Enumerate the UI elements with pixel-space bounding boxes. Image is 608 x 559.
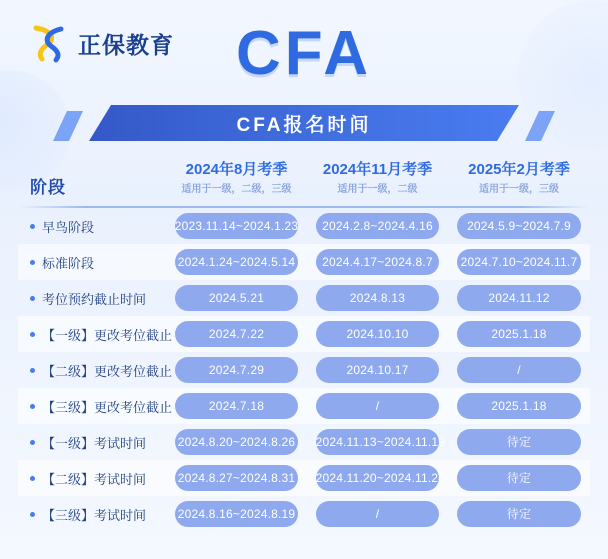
table-header-row bbox=[18, 160, 590, 206]
date-pill: 2024.5.21 bbox=[175, 285, 299, 311]
date-pill: 2023.11.14~2024.1.23 bbox=[175, 213, 299, 239]
date-pill: 2024.8.20~2024.8.26 bbox=[175, 429, 299, 455]
stage-text: 【三级】考试时间 bbox=[42, 507, 147, 523]
row-cell bbox=[448, 424, 590, 460]
column-header-season-1 bbox=[166, 160, 307, 206]
table-row bbox=[18, 316, 590, 352]
bullet-icon bbox=[30, 332, 35, 337]
stage-text: 【二级】更改考位截止 bbox=[42, 363, 173, 379]
date-pill: 2024.7.10~2024.11.7 bbox=[457, 249, 582, 275]
date-pill: 2024.1.24~2024.5.14 bbox=[175, 249, 299, 275]
row-cell bbox=[448, 316, 590, 352]
date-pill: / bbox=[316, 501, 440, 527]
date-pill: 2024.7.22 bbox=[175, 321, 299, 347]
season-2-name: 2024年11月考季 bbox=[322, 161, 433, 178]
row-cell bbox=[307, 244, 448, 280]
stage-text: 标准阶段 bbox=[42, 255, 95, 271]
page-title: CFA bbox=[236, 19, 372, 88]
bullet-icon bbox=[30, 368, 35, 373]
date-pill: 2024.11.13~2024.11.19 bbox=[316, 429, 440, 455]
row-cell bbox=[448, 352, 590, 388]
row-cell bbox=[307, 496, 448, 532]
season-1-sub: 适用于一级，二级，三级 bbox=[181, 184, 292, 195]
row-cell bbox=[307, 280, 448, 316]
table-body bbox=[18, 208, 590, 532]
row-stage-label bbox=[18, 424, 166, 460]
bullet-icon bbox=[30, 296, 35, 301]
row-cell bbox=[166, 460, 307, 496]
banner-title: CFA报名时间 bbox=[236, 114, 372, 136]
date-pill: 2024.7.29 bbox=[175, 357, 299, 383]
stage-text: 【一级】考试时间 bbox=[42, 435, 147, 451]
row-cell bbox=[166, 280, 307, 316]
poster-header bbox=[0, 0, 608, 150]
row-cell bbox=[448, 280, 590, 316]
column-header-stage: 阶段 bbox=[30, 178, 66, 197]
row-cell bbox=[166, 244, 307, 280]
table-row bbox=[18, 208, 590, 244]
season-2-sub: 适用于一级，二级 bbox=[337, 184, 418, 195]
row-stage-label bbox=[18, 460, 166, 496]
date-pill: 2024.8.16~2024.8.19 bbox=[175, 501, 299, 527]
row-cell bbox=[166, 352, 307, 388]
brand-name: 正保教育 bbox=[78, 31, 174, 58]
row-cell bbox=[448, 208, 590, 244]
date-pill: 待定 bbox=[457, 465, 582, 491]
row-cell bbox=[307, 316, 448, 352]
stage-text: 考位预约截止时间 bbox=[42, 291, 147, 307]
table-row bbox=[18, 280, 590, 316]
column-header-season-3 bbox=[448, 160, 590, 206]
date-pill: 2024.2.8~2024.4.16 bbox=[316, 213, 440, 239]
row-stage-label bbox=[18, 352, 173, 388]
date-pill: 2024.7.18 bbox=[175, 393, 299, 419]
date-pill: / bbox=[457, 357, 582, 383]
row-cell bbox=[307, 388, 448, 424]
bullet-icon bbox=[30, 512, 35, 517]
stage-text: 早鸟阶段 bbox=[42, 219, 95, 235]
row-cell bbox=[448, 496, 590, 532]
row-stage-label bbox=[18, 496, 166, 532]
date-pill: 待定 bbox=[457, 429, 582, 455]
schedule-table bbox=[18, 160, 590, 532]
stage-text: 【二级】考试时间 bbox=[42, 471, 147, 487]
bullet-icon bbox=[30, 440, 35, 445]
stage-text: 【三级】更改考位截止 bbox=[42, 399, 173, 415]
date-pill: 2024.10.17 bbox=[316, 357, 440, 383]
date-pill: 待定 bbox=[457, 501, 582, 527]
date-pill: 2024.10.10 bbox=[316, 321, 440, 347]
row-stage-label bbox=[18, 316, 173, 352]
table-head bbox=[18, 160, 590, 208]
date-pill: 2024.4.17~2024.8.7 bbox=[316, 249, 440, 275]
date-pill: 2024.11.20~2024.11.24 bbox=[316, 465, 440, 491]
date-pill: 2024.8.27~2024.8.31 bbox=[175, 465, 299, 491]
bullet-icon bbox=[30, 224, 35, 229]
row-stage-label bbox=[18, 244, 166, 280]
bullet-icon bbox=[30, 404, 35, 409]
row-cell bbox=[166, 388, 307, 424]
date-pill: 2025.1.18 bbox=[457, 393, 582, 419]
row-cell bbox=[166, 208, 307, 244]
banner-accent-left bbox=[53, 111, 83, 141]
date-pill: / bbox=[316, 393, 440, 419]
table-row bbox=[18, 424, 590, 460]
row-stage-label bbox=[18, 388, 173, 424]
row-cell bbox=[307, 352, 448, 388]
banner-accent-right bbox=[525, 111, 555, 141]
season-3-sub: 适用于一级，三级 bbox=[479, 184, 559, 195]
row-cell bbox=[448, 388, 590, 424]
season-3-name: 2025年2月考季 bbox=[468, 161, 570, 178]
row-cell bbox=[166, 424, 307, 460]
table-row bbox=[18, 496, 590, 532]
row-cell bbox=[166, 496, 307, 532]
schedule-table-wrapper bbox=[18, 160, 590, 532]
row-cell bbox=[307, 424, 448, 460]
table-row bbox=[18, 388, 590, 424]
row-cell bbox=[307, 208, 448, 244]
table-row bbox=[18, 352, 590, 388]
date-pill: 2024.8.13 bbox=[316, 285, 440, 311]
season-1-name: 2024年8月考季 bbox=[185, 161, 288, 178]
banner bbox=[89, 105, 519, 141]
row-cell bbox=[307, 460, 448, 496]
bullet-icon bbox=[30, 260, 35, 265]
row-cell bbox=[448, 460, 590, 496]
row-stage-label bbox=[18, 208, 166, 244]
date-pill: 2024.11.12 bbox=[457, 285, 582, 311]
row-cell bbox=[448, 244, 590, 280]
table-row bbox=[18, 244, 590, 280]
row-cell bbox=[166, 316, 307, 352]
date-pill: 2025.1.18 bbox=[457, 321, 582, 347]
row-stage-label bbox=[18, 280, 166, 316]
stage-text: 【一级】更改考位截止 bbox=[42, 327, 173, 343]
bullet-icon bbox=[30, 476, 35, 481]
table-row bbox=[18, 460, 590, 496]
column-header-season-2 bbox=[307, 160, 448, 206]
date-pill: 2024.5.9~2024.7.9 bbox=[457, 213, 582, 239]
